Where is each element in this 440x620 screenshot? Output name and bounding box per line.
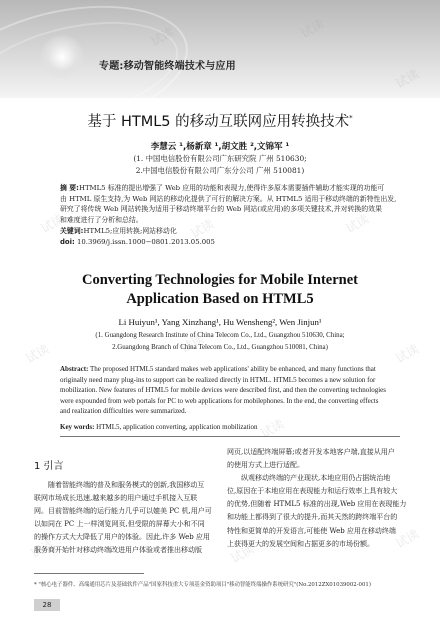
- body-text-line: 的使用方式上进行适配。: [227, 461, 304, 470]
- chinese-keywords-text: HTML5;应用转换;网站移动化: [83, 227, 177, 235]
- divider: [60, 436, 400, 437]
- section-heading: 1 引言: [34, 461, 64, 472]
- doi: [60, 237, 400, 248]
- watermark: 试读: [298, 16, 327, 41]
- watermark: 试读: [343, 211, 372, 236]
- footnote-rule: [34, 573, 144, 574]
- body-text-line: 网页,以适配终端屏幕;或者开发本地客户端,直接从用户: [227, 448, 395, 456]
- english-abstract-line: mobilization. New features of HTML5 for mobile devices were described first, and then the converting technologies: [60, 386, 386, 395]
- body-text-line: 联网市场成长迅速,越来越多的用户通过手机接入互联: [34, 494, 198, 503]
- watermark: 试读: [28, 536, 57, 561]
- english-keywords-label: Key words:: [60, 423, 95, 431]
- english-abstract-line: were expounded from web portals for PC to web applications for mobilephones. In the end, the converting effects: [60, 396, 379, 405]
- watermark: 试读: [178, 331, 207, 356]
- english-abstract-line: originally need many plug-ins to support can be realized directly in HTML. HTML5 becomes a new solution for: [60, 375, 376, 384]
- watermark: 试读: [38, 211, 67, 236]
- watermark: 试读: [228, 541, 257, 566]
- chinese-abstract-line: HTML5 标准的提出增强了 Web 应用的功能和表现力,使得许多原本需要插件辅助才能实现的功能可: [78, 184, 385, 192]
- chinese-title-text: 基于 HTML5 的移动互联网应用转换技术: [87, 114, 350, 130]
- body-text-line: 的优势,但随着 HTML5 标准的出现,Web 应用在表现能力: [227, 500, 407, 509]
- chinese-keywords-label: 关键词:: [60, 227, 84, 235]
- body-text-line: 纵观移动终端的产业现状,本地应用仍占据统治地: [241, 474, 391, 483]
- watermark: 试读: [23, 341, 52, 366]
- chinese-abstract-line: 由 HTML 原生支持,为 Web 网站的移动化提供了可行的解决方案。从 HTML5 适用于移动终端的新特性出发,: [60, 194, 397, 203]
- chinese-abstract-label: 摘 要:: [60, 184, 79, 192]
- english-affiliation-1: (1. Guangdong Research Institute of China Telecom Co., Ltd., Guangzhou 510630, China;: [95, 332, 345, 339]
- watermark: 试读: [393, 341, 422, 366]
- chinese-abstract-line: 和难度进行了分析和总结。: [60, 215, 143, 224]
- chinese-title: [0, 110, 440, 131]
- body-text-line: 以如同在 PC 上一样浏览网页,但受限的屏幕大小和不同: [34, 520, 205, 529]
- english-authors: Li Huiyun¹, Yang Xinzhang¹, Hu Wensheng², Wen Jinjun¹: [118, 317, 322, 327]
- english-abstract-line: and realization difficulties were summarized.: [60, 407, 187, 416]
- english-title-line-2: Application Based on HTML5: [126, 291, 314, 307]
- body-text-line: 特性和更简单的开发语言,可能使 Web 应用在移动终端: [227, 526, 396, 535]
- title-footnote-mark: *: [349, 114, 353, 123]
- doi-label: doi:: [60, 238, 75, 246]
- page-number: 28: [34, 599, 60, 611]
- body-text-line: 上获得更大的发展空间和占据更多的市场份额。: [227, 539, 374, 548]
- body-text-line: 随着智能终端的普及和服务模式的创新,我国移动互: [48, 481, 205, 489]
- chinese-keywords: [60, 226, 400, 237]
- body-text-line: 网。目前智能终端的运行能力几乎可以媲美 PC 机,用户可: [34, 507, 212, 516]
- watermark: 试读: [148, 24, 177, 49]
- body-column-left: [34, 479, 210, 558]
- english-abstract: [60, 364, 396, 417]
- watermark: 试读: [188, 216, 217, 241]
- english-title-line-1: Converting Technologies for Mobile Internet: [81, 272, 359, 288]
- body-text-line: 位,原因在于本地应用在表现能力和运行效率上具有较大: [227, 487, 398, 496]
- body-text-line: 和功能上都得到了很大的提升,而其天然的跨终端平台的: [227, 513, 398, 522]
- watermark: 试读: [393, 66, 422, 91]
- body-text-line: 的操作方式大大降低了用户的体验。因此,许多 Web 应用: [34, 533, 210, 542]
- body-text-line: 服务商开始针对移动终端改进用户体验或者推出移动版: [34, 546, 202, 555]
- english-keywords-text: HTML5, application converting, application mobilization: [96, 423, 258, 431]
- chinese-affiliation-2: 2.中国电信股份有限公司广东分公司 广州 510081): [135, 166, 305, 175]
- watermark: 试读: [393, 526, 422, 551]
- section-tag: 专题:移动智能终端技术与应用: [99, 61, 236, 72]
- english-affiliation-2: 2.Guangdong Branch of China Telecom Co., Ltd., Guangzhou 510081, China): [112, 344, 328, 351]
- english-abstract-label: Abstract:: [60, 365, 89, 373]
- footnote: * "核心电子器件、高端通用芯片及基础软件产品"国家科技重大专项基金资助项目"移动智能终端操作系统研究"(No.2012ZX01039002-001): [34, 582, 371, 588]
- chinese-authors: 李慧云 ¹,杨新章 ¹,胡文胜 ²,文锦军 ¹: [150, 142, 290, 152]
- english-abstract-line: The proposed HTML5 standard makes web applications' ability be enhanced, and many functions that: [90, 365, 376, 373]
- body-column-right: [227, 446, 407, 551]
- chinese-affiliation-1: (1. 中国电信股份有限公司广东研究院 广州 510630;: [133, 154, 307, 163]
- watermark: 试读: [258, 416, 287, 441]
- header-glow: [40, 35, 84, 79]
- chinese-abstract-line: 研究了将传统 Web 网站转换为适用于移动终端平台的 Web 网站(或应用)的多项关键技术,并对转换的效果: [60, 205, 382, 213]
- english-keywords: [60, 423, 396, 431]
- doi-value: 10.3969/j.issn.1000−0801.2013.05.005: [77, 238, 215, 246]
- header-banner: [0, 0, 440, 98]
- chinese-abstract: [60, 183, 400, 225]
